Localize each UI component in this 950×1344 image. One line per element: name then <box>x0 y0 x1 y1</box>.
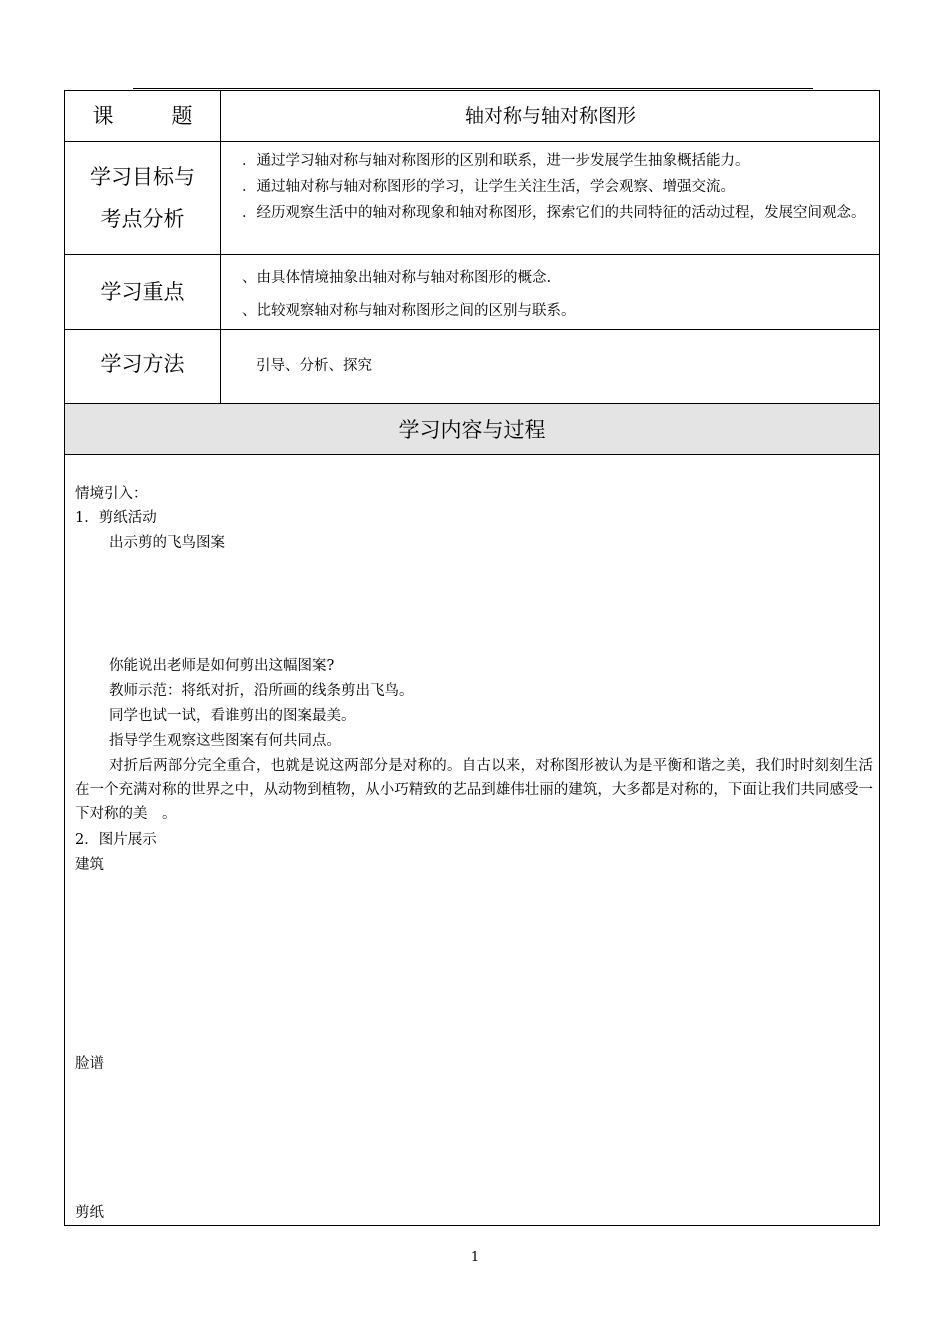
category-facial-masks: 脸谱 <box>75 1056 104 1072</box>
step-1-heading: 1．剪纸活动 <box>75 510 157 526</box>
step-1-line: 出示剪的飞鸟图案 <box>109 535 225 551</box>
category-architecture: 建筑 <box>75 857 104 873</box>
goals-label-line-1: 学习目标与 <box>90 165 195 189</box>
goals-row <box>65 142 879 255</box>
question-2: 教师示范：将纸对折，沿所画的线条剪出飞鸟。 <box>109 683 414 699</box>
key-points-list <box>222 255 879 329</box>
symmetry-paragraph: 对折后两部分完全重合，也就是说这两部分是对称的。自古以来，对称图形被认为是平衡和谐之美，我们时时刻刻生活在一个充满对称的世界之中，从动物到植物，从小巧精致的艺品到雄伟壮丽的建筑，大多都是对称的，下面让我们共同感受一下对称的美 。 <box>75 758 873 822</box>
top-rule <box>133 88 813 89</box>
goals-label <box>65 142 221 254</box>
page-number: 1 <box>470 1250 480 1265</box>
category-paper-cutting: 剪纸 <box>75 1205 104 1221</box>
topic-row <box>65 91 879 142</box>
method-row <box>65 330 879 404</box>
method-label: 学习方法 <box>65 330 221 403</box>
goal-item-1: ．通过学习轴对称与轴对称图形的区别和联系，进一步发展学生抽象概括能力。 <box>242 153 750 169</box>
topic-label-char-2: 题 <box>171 104 193 128</box>
lesson-plan-table <box>64 90 880 1226</box>
key-point-item-2: 、比较观察轴对称与轴对称图形之间的区别与联系。 <box>242 303 576 319</box>
process-content <box>65 455 879 1225</box>
step-2-heading: 2．图片展示 <box>75 832 157 848</box>
question-3: 同学也试一试，看谁剪出的图案最美。 <box>109 708 356 724</box>
key-point-item-1: 、由具体情境抽象出轴对称与轴对称图形的概念. <box>242 270 552 286</box>
topic-label <box>65 91 221 141</box>
key-points-label: 学习重点 <box>65 255 221 329</box>
goals-list <box>222 142 879 254</box>
process-title: 学习内容与过程 <box>398 418 546 442</box>
goal-item-3: ．经历观察生活中的轴对称现象和轴对称图形，探索它们的共同特征的活动过程，发展空间观念。 <box>242 205 866 221</box>
process-header-row <box>65 404 879 455</box>
intro-heading: 情境引入： <box>75 486 148 502</box>
method-value: 引导、分析、探究 <box>256 358 372 374</box>
goals-label-line-2: 考点分析 <box>100 207 185 231</box>
question-4: 指导学生观察这些图案有何共同点。 <box>109 733 341 749</box>
topic-title: 轴对称与轴对称图形 <box>464 104 636 127</box>
key-points-row <box>65 255 879 330</box>
question-1: 你能说出老师是如何剪出这幅图案? <box>109 658 335 674</box>
goal-item-2: ．通过轴对称与轴对称图形的学习，让学生关注生活，学会观察、增强交流。 <box>242 179 735 195</box>
topic-label-char-1: 课 <box>92 104 114 128</box>
